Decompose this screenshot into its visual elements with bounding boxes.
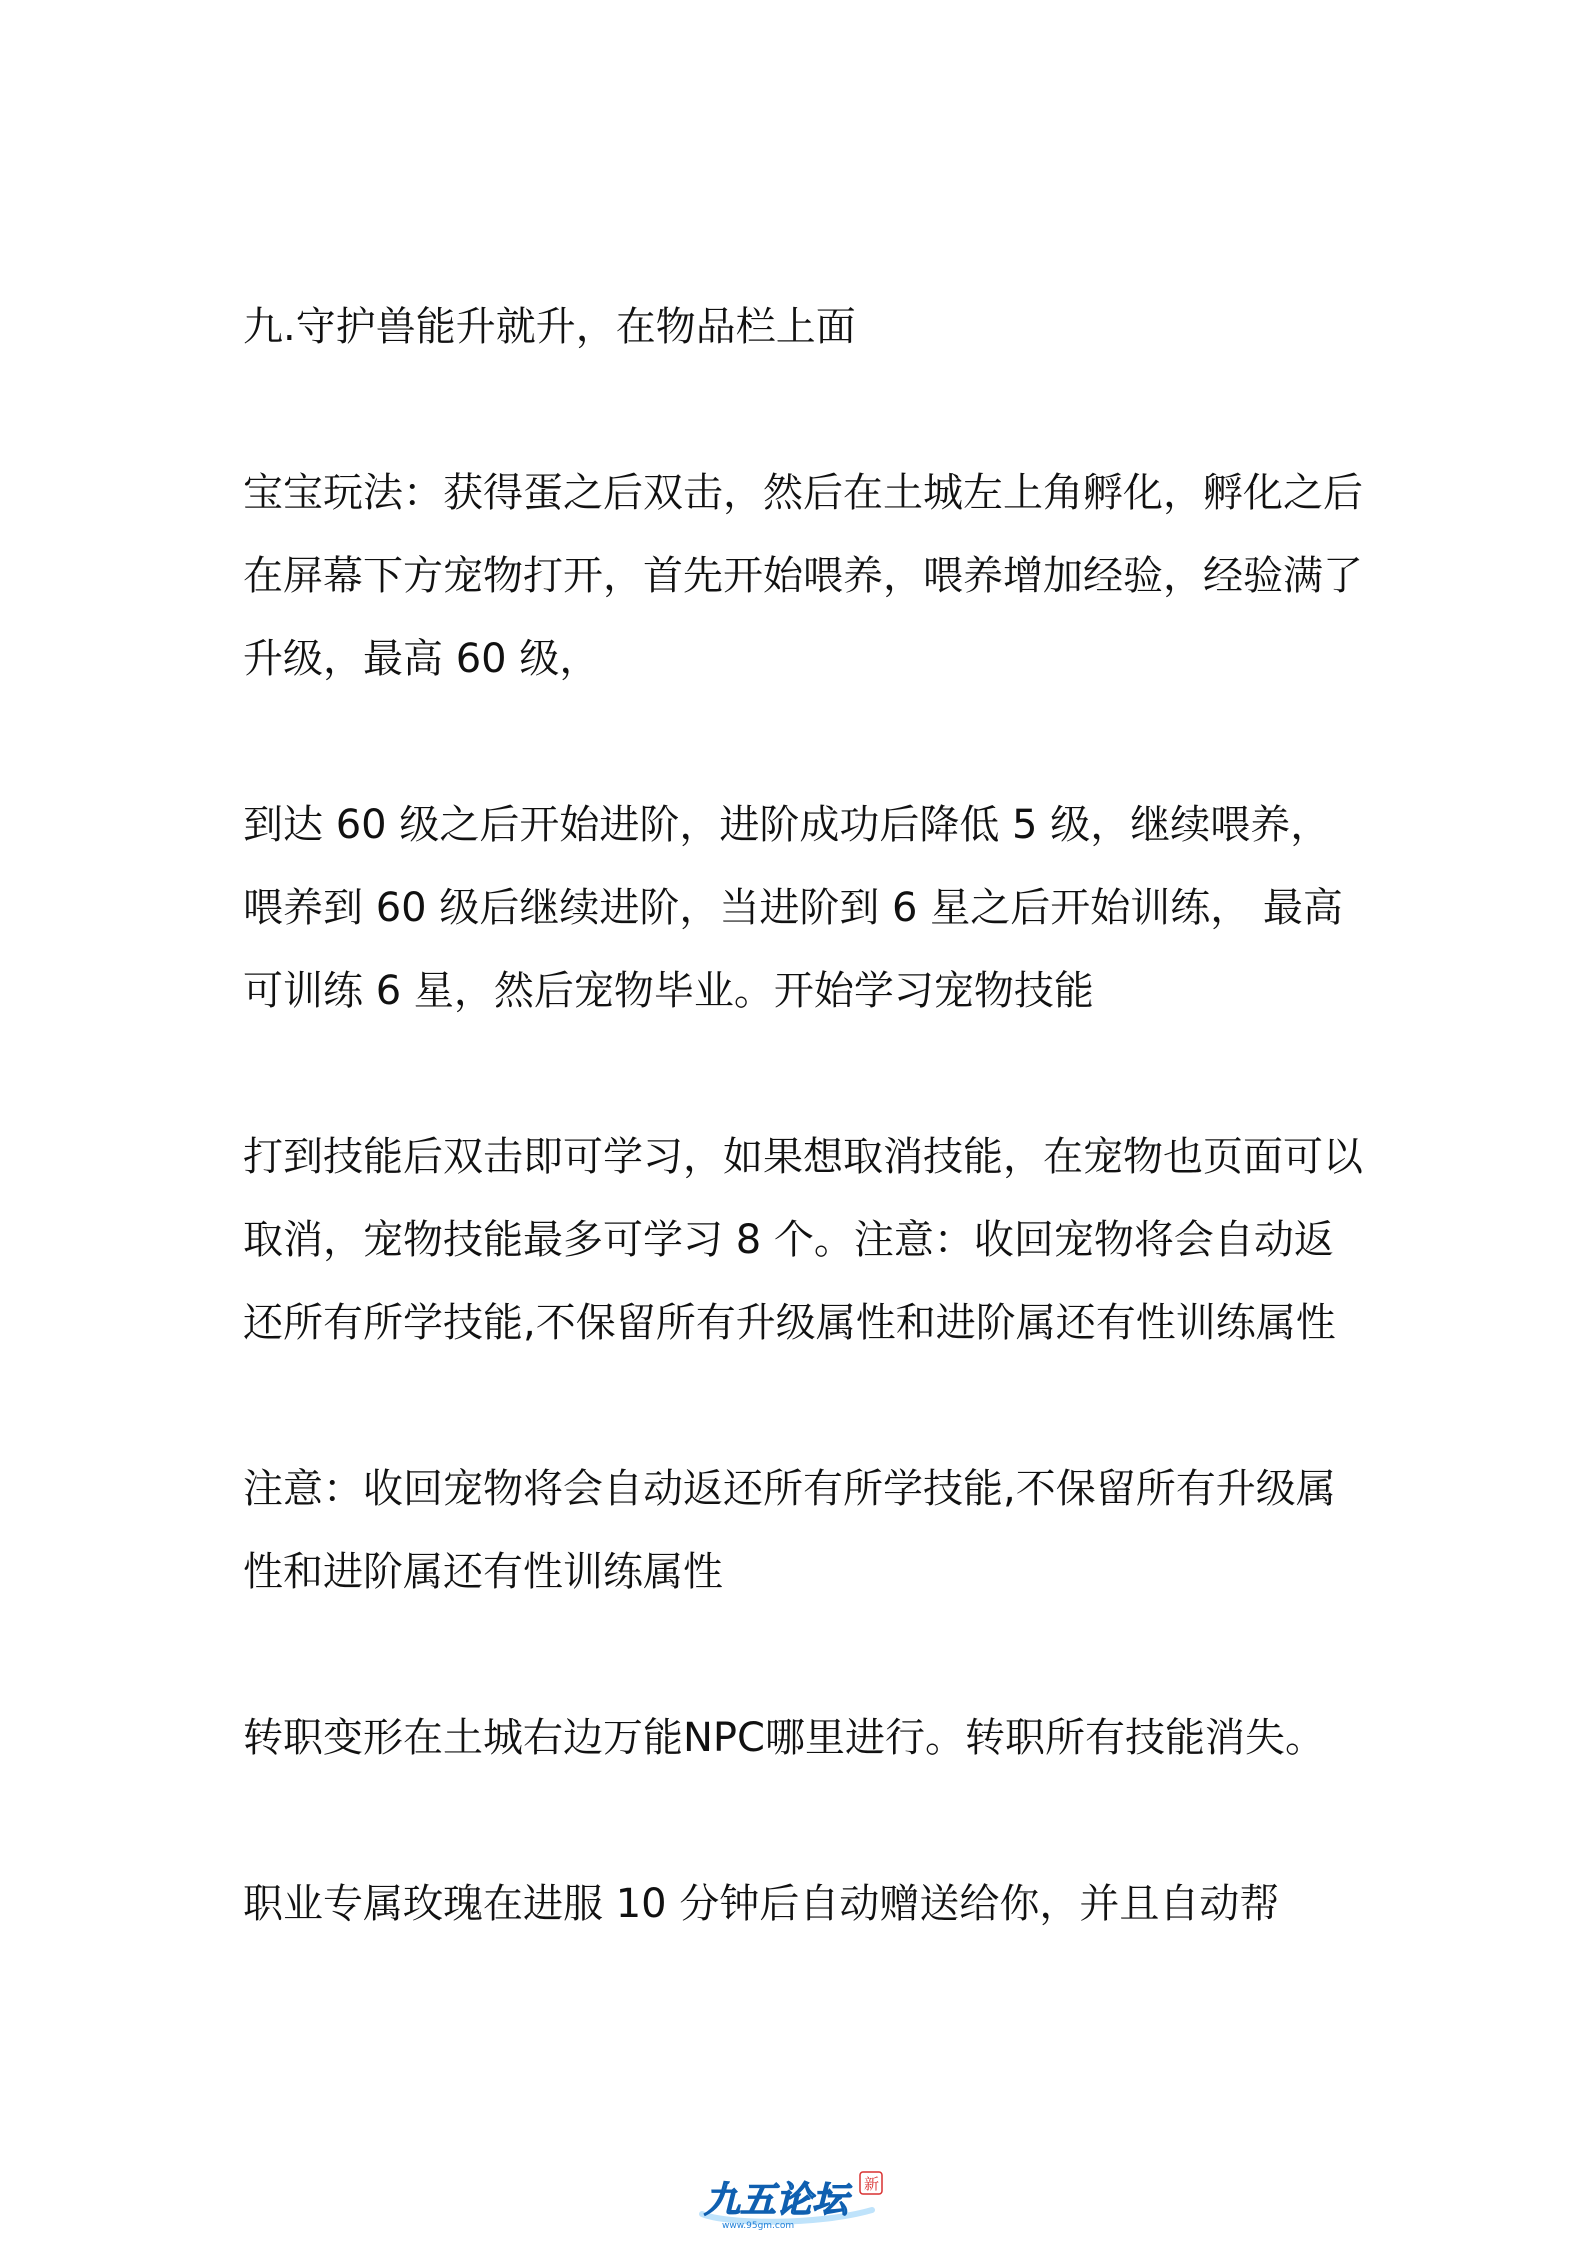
logo-stamp: 新 [863,2175,879,2193]
forum-logo-icon [696,2168,892,2232]
paragraph-pet-skills: 打到技能后双击即可学习，如果想取消技能，在宠物也页面可以取消，宠物技能最多可学习 8 个。注意：收回宠物将会自动返还所有所学技能,不保留所有升级属性和进阶属还有性训练属性 [243,1134,1363,1346]
paragraph-pet-gameplay: 宝宝玩法：获得蛋之后双击，然后在土城左上角孵化，孵化之后在屏幕下方宠物打开，首先开始喂养，喂养增加经验，经验满了升级，最高 60 级， [243,470,1363,682]
paragraph-guardian-beast: 九.守护兽能升就升，在物品栏上面 [243,304,856,350]
paragraph-recall-notice: 注意：收回宠物将会自动返还所有所学技能,不保留所有升级属性和进阶属还有性训练属性 [243,1466,1336,1595]
paragraph-job-rose: 职业专属玫瑰在进服 10 分钟后自动赠送给你，并且自动帮 [243,1881,1280,1927]
paragraph-job-change: 转职变形在土城右边万能NPC哪里进行。转职所有技能消失。 [243,1715,1325,1761]
footer-logo [0,2168,1587,2236]
logo-url-text: www.95gm.com [721,2221,794,2231]
document-body [243,286,1363,2029]
paragraph-pet-advancement: 到达 60 级之后开始进阶，进阶成功后降低 5 级，继续喂养，喂养到 60 级后继续进阶，当进阶到 6 星之后开始训练， 最高可训练 6 星，然后宠物毕业。开始学习宠物技能 [243,802,1343,1014]
logo-text: 九五论坛 [703,2180,848,2221]
